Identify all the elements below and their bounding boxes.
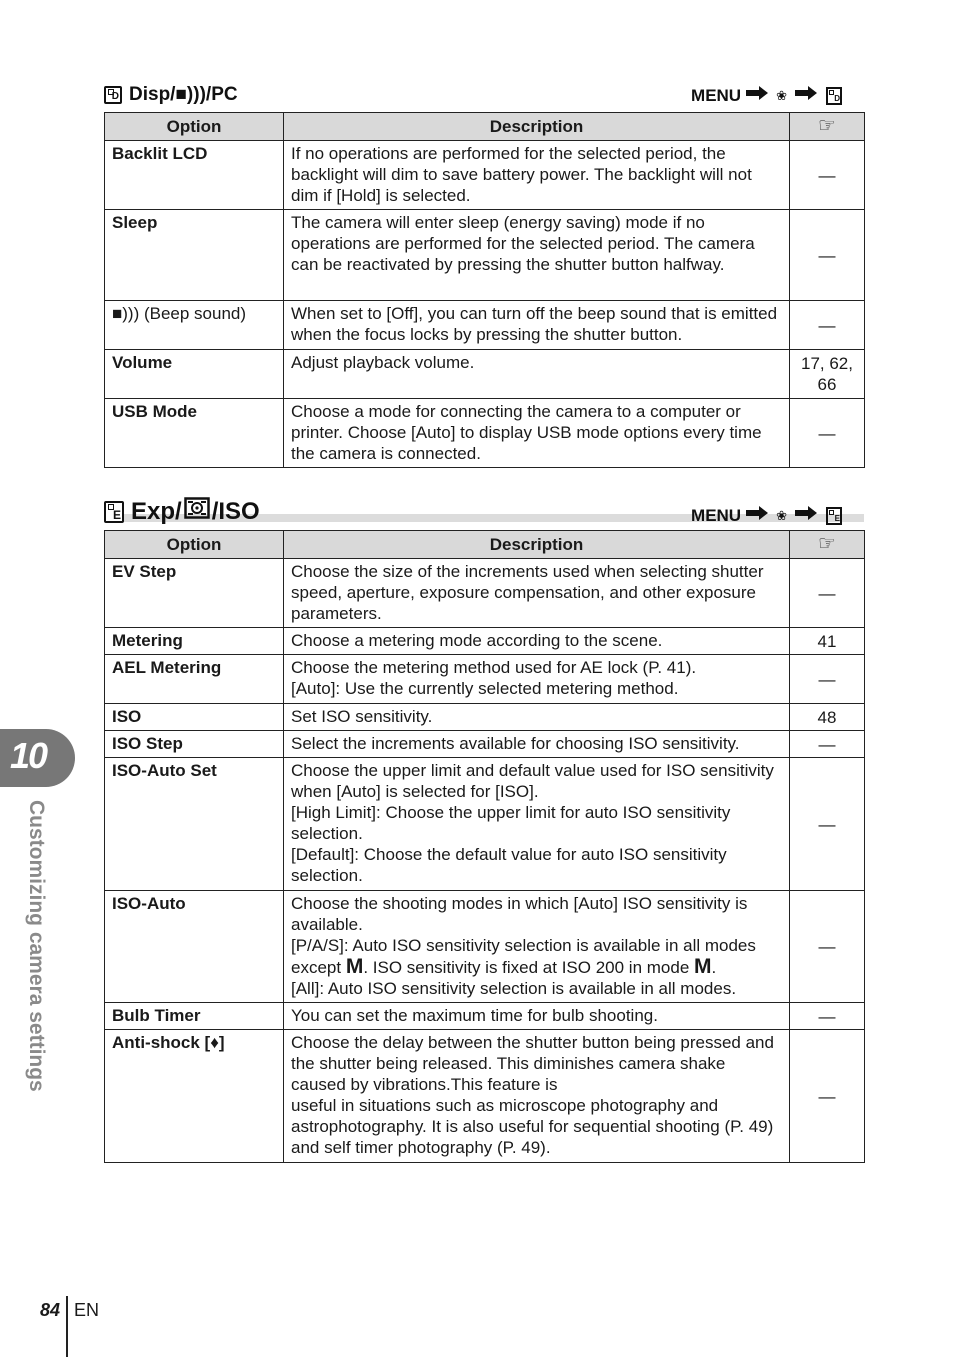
section-exp-title-part1: Exp/ — [131, 497, 182, 525]
table-row — [105, 891, 865, 1003]
arrow-right-icon — [745, 505, 769, 526]
table-row — [105, 731, 865, 758]
arrow-right-icon — [745, 85, 769, 106]
page-number: 84 — [40, 1300, 61, 1320]
header-description: Description — [284, 113, 790, 141]
table-row — [105, 758, 865, 891]
arrow-right-icon — [794, 505, 818, 526]
menu-label: MENU — [691, 505, 742, 525]
description-line: [Default]: Choose the default value for auto ISO sensitivity selection. — [291, 845, 727, 885]
option-name: Backlit LCD — [105, 141, 284, 210]
arrow-right-icon — [794, 85, 818, 106]
section-disp-title-text: Disp/■)))/PC — [129, 84, 238, 105]
page-ref: — — [790, 210, 865, 301]
gear-icon: ❀ — [776, 507, 787, 523]
option-description: Select the increments available for choosing ISO sensitivity. — [284, 731, 790, 758]
table-row — [105, 1003, 865, 1030]
section-disp-title — [104, 84, 238, 106]
table-row — [105, 655, 865, 704]
custom-menu-e-icon: E — [104, 501, 124, 523]
table-row — [105, 559, 865, 628]
page-footer — [40, 1300, 66, 1321]
header-ref — [790, 531, 865, 559]
option-description — [284, 758, 790, 891]
option-name: ■))) (Beep sound) — [105, 301, 284, 350]
chapter-label-text: Customizing camera settings — [25, 800, 48, 1092]
section-exp-header — [104, 494, 864, 528]
option-description: When set to [Off], you can turn off the beep sound that is emitted when the focus locks by pressing the shutter button. — [284, 301, 790, 350]
page-ref: — — [790, 301, 865, 350]
pointing-hand-icon: ☞ — [818, 533, 836, 555]
chapter-label — [20, 800, 60, 1130]
page-ref: — — [790, 758, 865, 891]
option-name: Sleep — [105, 210, 284, 301]
section-disp-header — [104, 80, 864, 108]
page-ref: — — [790, 141, 865, 210]
table-header-row — [105, 113, 865, 141]
option-description: Choose the size of the increments used when selecting shutter speed, aperture, exposure compensation, and other exposure parameters. — [284, 559, 790, 628]
option-name: Bulb Timer — [105, 1003, 284, 1030]
table-row — [105, 1030, 865, 1163]
option-description: If no operations are performed for the selected period, the backlight will dim to save battery power. The backlight will not dim if [Hold] is selected. — [284, 141, 790, 210]
page-ref: 48 — [790, 704, 865, 731]
option-name: Metering — [105, 628, 284, 655]
description-line: Choose the metering method used for AE lock (P. 41). — [291, 658, 697, 677]
option-name: Anti-shock [♦] — [105, 1030, 284, 1163]
page-ref: — — [790, 559, 865, 628]
metering-icon — [184, 497, 210, 526]
menu-label: MENU — [691, 85, 742, 105]
header-ref — [790, 113, 865, 141]
page-ref: — — [790, 1003, 865, 1030]
table-row — [105, 350, 865, 399]
table-header-row — [105, 531, 865, 559]
section-exp-title-part2: /ISO — [211, 497, 260, 525]
disp-options-table — [104, 112, 865, 468]
custom-menu-e-icon: E — [826, 507, 842, 525]
option-description: The camera will enter sleep (energy saving) mode if no operations are performed for the selected period. The camera can be reactivated by pressing the shutter button halfway. — [284, 210, 790, 301]
page-ref: — — [790, 1030, 865, 1163]
description-line: useful in situations such as microscope photography and astrophotography. It is also useful for sequential shooting (P. 49) and self timer photography (P. 49). — [291, 1096, 774, 1157]
page-ref: — — [790, 891, 865, 1003]
manual-mode-glyph: M — [694, 955, 712, 978]
table-row — [105, 210, 865, 301]
pointing-hand-icon: ☞ — [818, 115, 836, 137]
table-row — [105, 628, 865, 655]
exp-iso-options-table — [104, 530, 865, 1163]
header-option: Option — [105, 531, 284, 559]
description-line: [P/A/S]: Auto ISO sensitivity selection is available in all modes except M. ISO sensitivity is fixed at ISO 200 in mode M. — [291, 936, 756, 978]
gear-icon: ❀ — [776, 87, 787, 103]
description-line: Choose the delay between the shutter button being pressed and the shutter being released. This diminishes camera shake caused by vibrations.This feature is — [291, 1033, 774, 1094]
option-description — [284, 1030, 790, 1163]
description-line: [Auto]: Use the currently selected metering method. — [291, 679, 679, 698]
page-ref: 17, 62, 66 — [790, 350, 865, 399]
option-name: Volume — [105, 350, 284, 399]
footer-divider — [66, 1296, 68, 1357]
table-row — [105, 301, 865, 350]
page-ref: 41 — [790, 628, 865, 655]
option-name: EV Step — [105, 559, 284, 628]
manual-mode-glyph: M — [345, 955, 364, 978]
option-description: Choose a metering mode according to the scene. — [284, 628, 790, 655]
option-description — [284, 655, 790, 704]
header-option: Option — [105, 113, 284, 141]
page-ref: — — [790, 655, 865, 704]
option-name: ISO-Auto — [105, 891, 284, 1003]
option-description — [284, 891, 790, 1003]
option-name: ISO Step — [105, 731, 284, 758]
custom-menu-d-icon: D — [826, 87, 842, 105]
chapter-number: 10 — [10, 735, 47, 776]
description-line: Choose the upper limit and default value used for ISO sensitivity when [Auto] is selected for [ISO]. — [291, 761, 774, 801]
option-description: You can set the maximum time for bulb shooting. — [284, 1003, 790, 1030]
menu-path-disp — [691, 85, 842, 106]
option-description: Adjust playback volume. — [284, 350, 790, 399]
option-name: USB Mode — [105, 399, 284, 468]
page-ref: — — [790, 399, 865, 468]
table-row — [105, 399, 865, 468]
option-name: AEL Metering — [105, 655, 284, 704]
custom-menu-d-icon: D — [104, 86, 122, 104]
option-description: Set ISO sensitivity. — [284, 704, 790, 731]
option-description: Choose a mode for connecting the camera to a computer or printer. Choose [Auto] to display USB mode options every time the camera is connected. — [284, 399, 790, 468]
section-exp-title — [104, 497, 260, 526]
table-row — [105, 141, 865, 210]
menu-path-exp — [691, 505, 842, 526]
description-line: [High Limit]: Choose the upper limit for auto ISO sensitivity selection. — [291, 803, 731, 843]
language-code: EN — [74, 1300, 100, 1320]
option-name: ISO-Auto Set — [105, 758, 284, 891]
description-line: [All]: Auto ISO sensitivity selection is available in all modes. — [291, 979, 737, 998]
description-line: Choose the shooting modes in which [Auto] ISO sensitivity is available. — [291, 894, 748, 934]
page-ref: — — [790, 731, 865, 758]
option-name: ISO — [105, 704, 284, 731]
table-row — [105, 704, 865, 731]
header-description: Description — [284, 531, 790, 559]
